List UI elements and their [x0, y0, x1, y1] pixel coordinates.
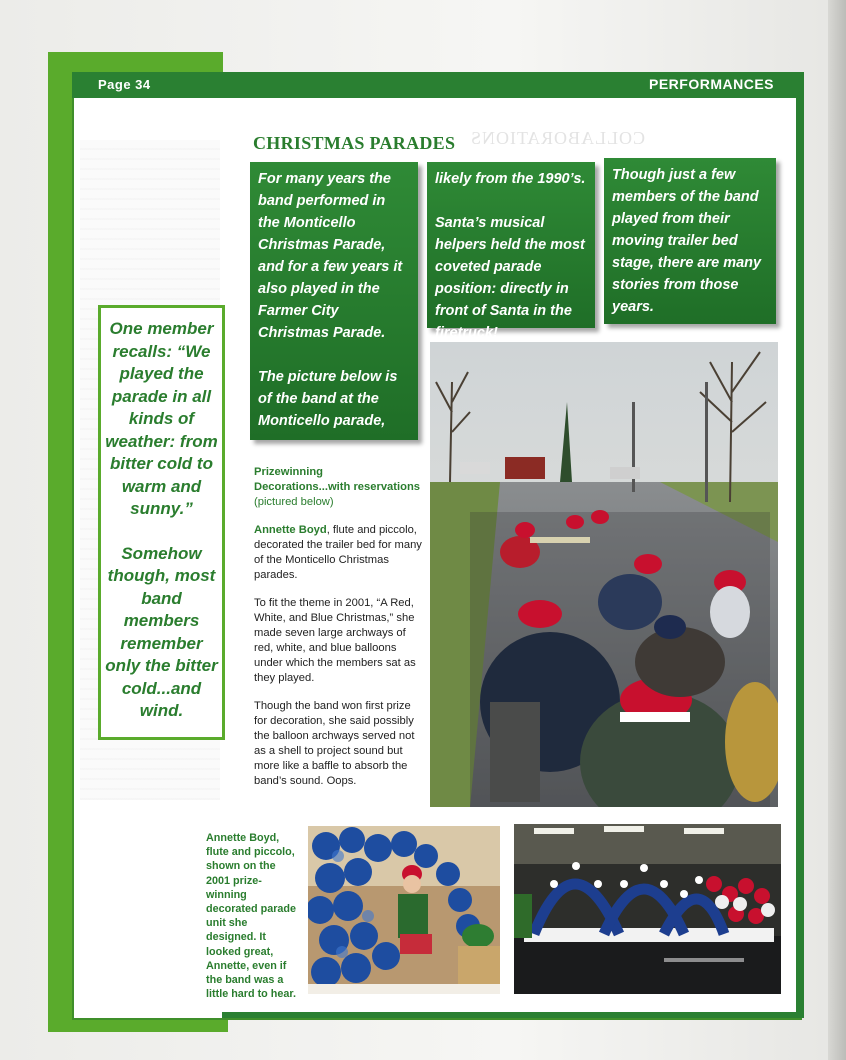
header-bar [72, 72, 802, 98]
quote-paragraph-2: Somehow though, most band members remember only the bitter cold...and wind. [105, 543, 218, 720]
photo-caption: Annette Boyd, flute and piccolo, shown on the 2001 prize-winning decorated parade unit she designed. It looked great, Annette, even if the band was a little hard to hear. [206, 832, 297, 1001]
article-subheading-note: (pictured below) [254, 496, 334, 508]
article-title: CHRISTMAS PARADES [253, 133, 456, 153]
article-paragraph-2: To fit the theme in 2001, “A Red, White, and Blue Christmas,” she made seven large archways of red, white, and blue balloons under which the members sat as they played. [254, 597, 416, 684]
frame-right-edge [796, 72, 804, 1018]
section-title: PERFORMANCES [648, 76, 774, 92]
intro-paragraph-1: For many years the band performed in the Monticello Christmas Parade, and for a few years it also played in the Farmer City Christmas Parade. [258, 171, 403, 341]
article-body [254, 465, 422, 802]
article-subheading: Prizewinning Decorations...with reservations [254, 466, 420, 493]
right-green-box [604, 158, 776, 324]
middle-green-box [427, 162, 595, 341]
parade-band-photo [430, 342, 778, 807]
right-paragraph-1: Though just a few members of the band played from their moving trailer bed stage, there are many stories from those years. [612, 167, 762, 315]
quote-paragraph-1: One member recalls: “We played the parade in all kinds of weather: from bitter cold to warm and sunny.” [105, 319, 218, 518]
parade-float-photo [514, 824, 781, 994]
article-name: Annette Boyd [254, 524, 327, 536]
bleed-through-text: COLLABORATIONS [470, 128, 646, 148]
intro-paragraph-2: The picture below is of the band at the Monticello parade, [258, 369, 398, 429]
page-number: Page 34 [98, 77, 151, 92]
member-quote-box [98, 305, 225, 740]
article-paragraph-3: Though the band won first prize for decoration, she said possibly the balloon archways served not as a shell to project sound but more like a baffle to absorb the band’s sound. Oops. [254, 700, 415, 787]
article-paragraph-1: , flute and piccolo, decorated the trailer bed for many of the Monticello Christmas parades. [254, 524, 422, 581]
book-spine [828, 0, 846, 1060]
middle-paragraph-1: likely from the 1990’s. [435, 171, 586, 187]
frame-bottom-edge [222, 1012, 804, 1018]
annette-balloons-photo [308, 826, 500, 994]
intro-green-box [250, 162, 418, 440]
middle-paragraph-2: Santa’s musical helpers held the most coveted parade position: directly in front of Santa in the firetruck! [435, 215, 585, 341]
